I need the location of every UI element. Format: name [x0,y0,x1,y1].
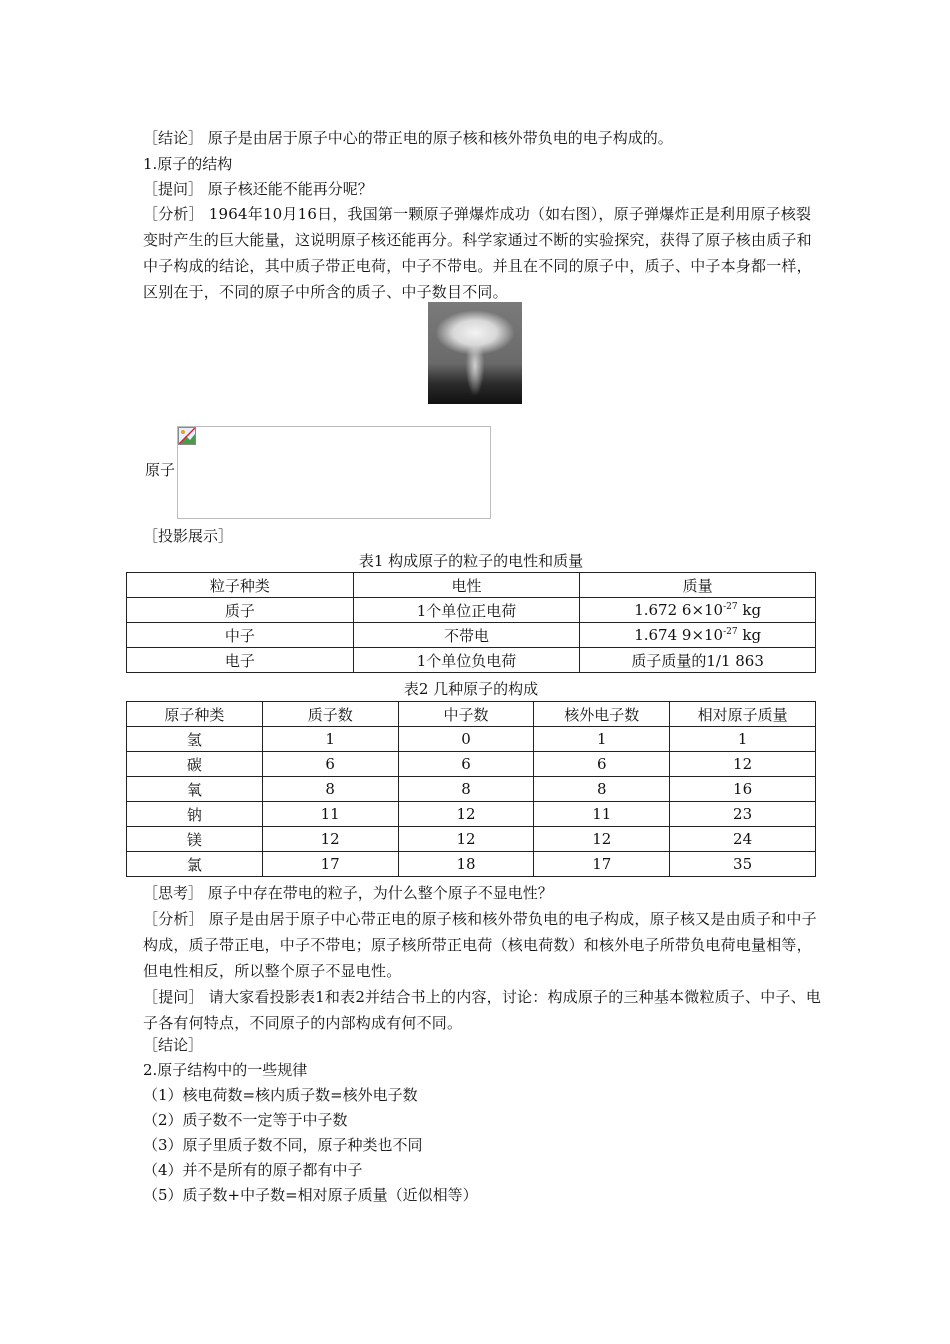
section2-heading: 2.原子结构中的一些规律 [143,1061,308,1079]
question2-paragraph: ［提问］ 请大家看投影表1和表2并结合书上的内容，讨论：构成原子的三种基本微粒质子、中子、电子各有何特点，不同原子的内部构成有何不同。 [143,988,822,1032]
missing-diagram-frame [177,426,491,519]
table-header-row [127,702,816,727]
table-row [127,827,816,852]
question-paragraph: ［提问］ 原子核还能不能再分呢？ [143,180,373,198]
table-cell: 质子质量的1/1 863 [580,648,816,673]
rule-item: （3）原子里质子数不同，原子种类也不同 [143,1136,423,1154]
table-cell: 17 [262,852,398,877]
table-cell: 17 [534,852,670,877]
atom-composition-table [126,701,816,877]
table-cell: 18 [398,852,534,877]
table-cell: 16 [670,777,816,802]
table-cell: 12 [398,827,534,852]
table-row [127,598,816,623]
table-cell: 1个单位正电荷 [353,598,580,623]
header-cell: 质量 [580,573,816,598]
table-cell: 氢 [127,727,263,752]
table-cell: 1 [534,727,670,752]
table-cell: 1 [262,727,398,752]
table-row [127,802,816,827]
projection-label: ［投影展示］ [143,527,234,545]
table-cell: 12 [534,827,670,852]
header-cell: 原子种类 [127,702,263,727]
mass-exponent: -27 [723,627,738,637]
mass-exponent: -27 [723,602,738,612]
header-cell: 核外电子数 [534,702,670,727]
table-cell: 电子 [127,648,354,673]
table-cell [580,623,816,648]
table-row [127,777,816,802]
table-cell: 12 [670,752,816,777]
mass-value: 1.674 9×10 [634,626,724,644]
table-cell: 中子 [127,623,354,648]
table-cell: 钠 [127,802,263,827]
mass-unit: kg [737,626,762,644]
table-cell: 23 [670,802,816,827]
header-cell: 粒子种类 [127,573,354,598]
table-cell: 氯 [127,852,263,877]
think-paragraph: ［思考］ 原子中存在带电的粒子，为什么整个原子不显电性？ [143,884,553,902]
table-cell: 0 [398,727,534,752]
table-cell: 11 [262,802,398,827]
header-cell: 中子数 [398,702,534,727]
section-heading: 1.原子的结构 [143,155,233,173]
table-cell: 质子 [127,598,354,623]
table-cell: 35 [670,852,816,877]
table-cell: 1 [670,727,816,752]
table-cell: 8 [398,777,534,802]
rule-item: （5）质子数+中子数=相对原子质量（近似相等） [143,1186,478,1204]
table-row [127,623,816,648]
table-cell: 碳 [127,752,263,777]
analysis-paragraph: ［分析］ 1964年10月16日，我国第一颗原子弹爆炸成功（如右图），原子弹爆炸正是利用原子核裂变时产生的巨大能量，这说明原子核还能再分。科学家通过不断的实验探究，获得了原子核由质子和中子构成的结论，其中质子带正电荷，中子不带电。并且在不同的原子中，质子、中子本身都一样，区别在于，不同的原子中所含的质子、中子数目不同。 [143,205,812,301]
conclusion-paragraph: ［结论］ 原子是由居于原子中心的带正电的原子核和核外带负电的电子构成的。 [143,129,673,147]
table-cell [580,598,816,623]
table-cell: 1个单位负电荷 [353,648,580,673]
table-row [127,727,816,752]
table-cell: 6 [398,752,534,777]
table-row [127,752,816,777]
table-row [127,852,816,877]
rule-item: （1）核电荷数=核内质子数=核外电子数 [143,1086,418,1104]
header-cell: 电性 [353,573,580,598]
header-cell: 相对原子质量 [670,702,816,727]
table-header-row [127,573,816,598]
table-cell: 6 [262,752,398,777]
particle-properties-table [126,572,816,673]
table-cell: 6 [534,752,670,777]
table-row [127,648,816,673]
table-cell: 氧 [127,777,263,802]
conclusion2-label: ［结论］ [143,1036,204,1054]
table-cell: 12 [262,827,398,852]
table-cell: 镁 [127,827,263,852]
mass-value: 1.672 6×10 [634,601,724,619]
table-cell: 11 [534,802,670,827]
atomic-bomb-photo [428,302,522,404]
table2-caption: 表2 几种原子的构成 [403,680,539,698]
header-cell: 质子数 [262,702,398,727]
table-cell: 8 [534,777,670,802]
rule-item: （2）质子数不一定等于中子数 [143,1111,348,1129]
table-cell: 24 [670,827,816,852]
table-cell: 8 [262,777,398,802]
table-cell: 不带电 [353,623,580,648]
table-cell: 12 [398,802,534,827]
broken-image-icon [178,427,196,445]
rule-item: （4）并不是所有的原子都有中子 [143,1161,363,1179]
mass-unit: kg [737,601,762,619]
table1-caption: 表1 构成原子的粒子的电性和质量 [358,552,584,570]
analysis2-paragraph: ［分析］ 原子是由居于原子中心带正电的原子核和核外带负电的电子构成，原子核又是由质子和中子构成，质子带正电，中子不带电；原子核所带正电荷（核电荷数）和核外电子所带负电荷电量相等，但电性相反，所以整个原子不显电性。 [143,910,817,980]
atom-label: 原子 [145,461,176,479]
